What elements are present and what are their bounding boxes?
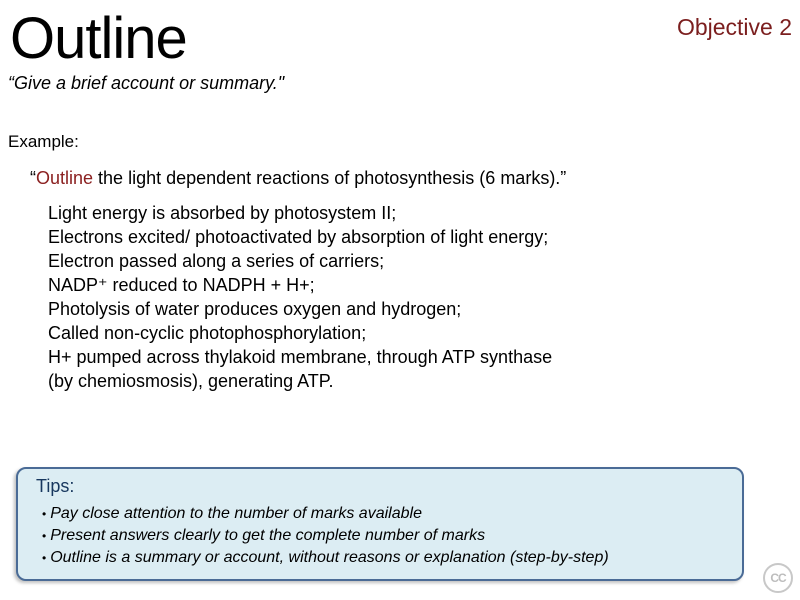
- answer-line: Called non-cyclic photophosphorylation;: [48, 323, 367, 343]
- answer-line: (by chemiosmosis), generating ATP.: [48, 371, 334, 391]
- example-question: [30, 165, 566, 191]
- definition-text: “Give a brief account or summary.": [8, 73, 285, 93]
- tips-box: [16, 467, 744, 581]
- example-label: Example:: [8, 132, 79, 151]
- question-text: the light dependent reactions of photosynthesis (6 marks).”: [93, 168, 567, 188]
- answer-line: NADP⁺ reduced to NADPH + H+;: [48, 275, 315, 295]
- answer-line: Electrons excited/ photoactivated by absorption of light energy;: [48, 227, 549, 247]
- question-keyword: Outline: [36, 168, 94, 188]
- tip-text: Pay close attention to the number of marks available: [50, 505, 422, 522]
- answer-line: Electron passed along a series of carriers;: [48, 251, 385, 271]
- question-open-quote: “: [30, 168, 36, 188]
- tip-item: [42, 547, 609, 569]
- tip-item: [42, 525, 609, 547]
- tip-item: [42, 503, 609, 525]
- bullet-icon: •: [42, 551, 47, 565]
- slide-title: Outline: [10, 6, 187, 71]
- tip-text: Outline is a summary or account, without reasons or explanation (step-by-step): [50, 549, 609, 566]
- tips-title: Tips:: [36, 476, 75, 496]
- bullet-icon: •: [42, 529, 47, 543]
- tip-text: Present answers clearly to get the complete number of marks: [50, 527, 486, 544]
- answer-line: Photolysis of water produces oxygen and hydrogen;: [48, 299, 462, 319]
- objective-label: Objective 2: [676, 14, 792, 40]
- cc-icon: CC: [763, 563, 793, 593]
- answer-list: [48, 201, 552, 393]
- tips-list: [42, 503, 609, 569]
- bullet-icon: •: [42, 507, 47, 521]
- answer-line: Light energy is absorbed by photosystem II;: [48, 203, 397, 223]
- answer-line: H+ pumped across thylakoid membrane, through ATP synthase: [48, 347, 553, 367]
